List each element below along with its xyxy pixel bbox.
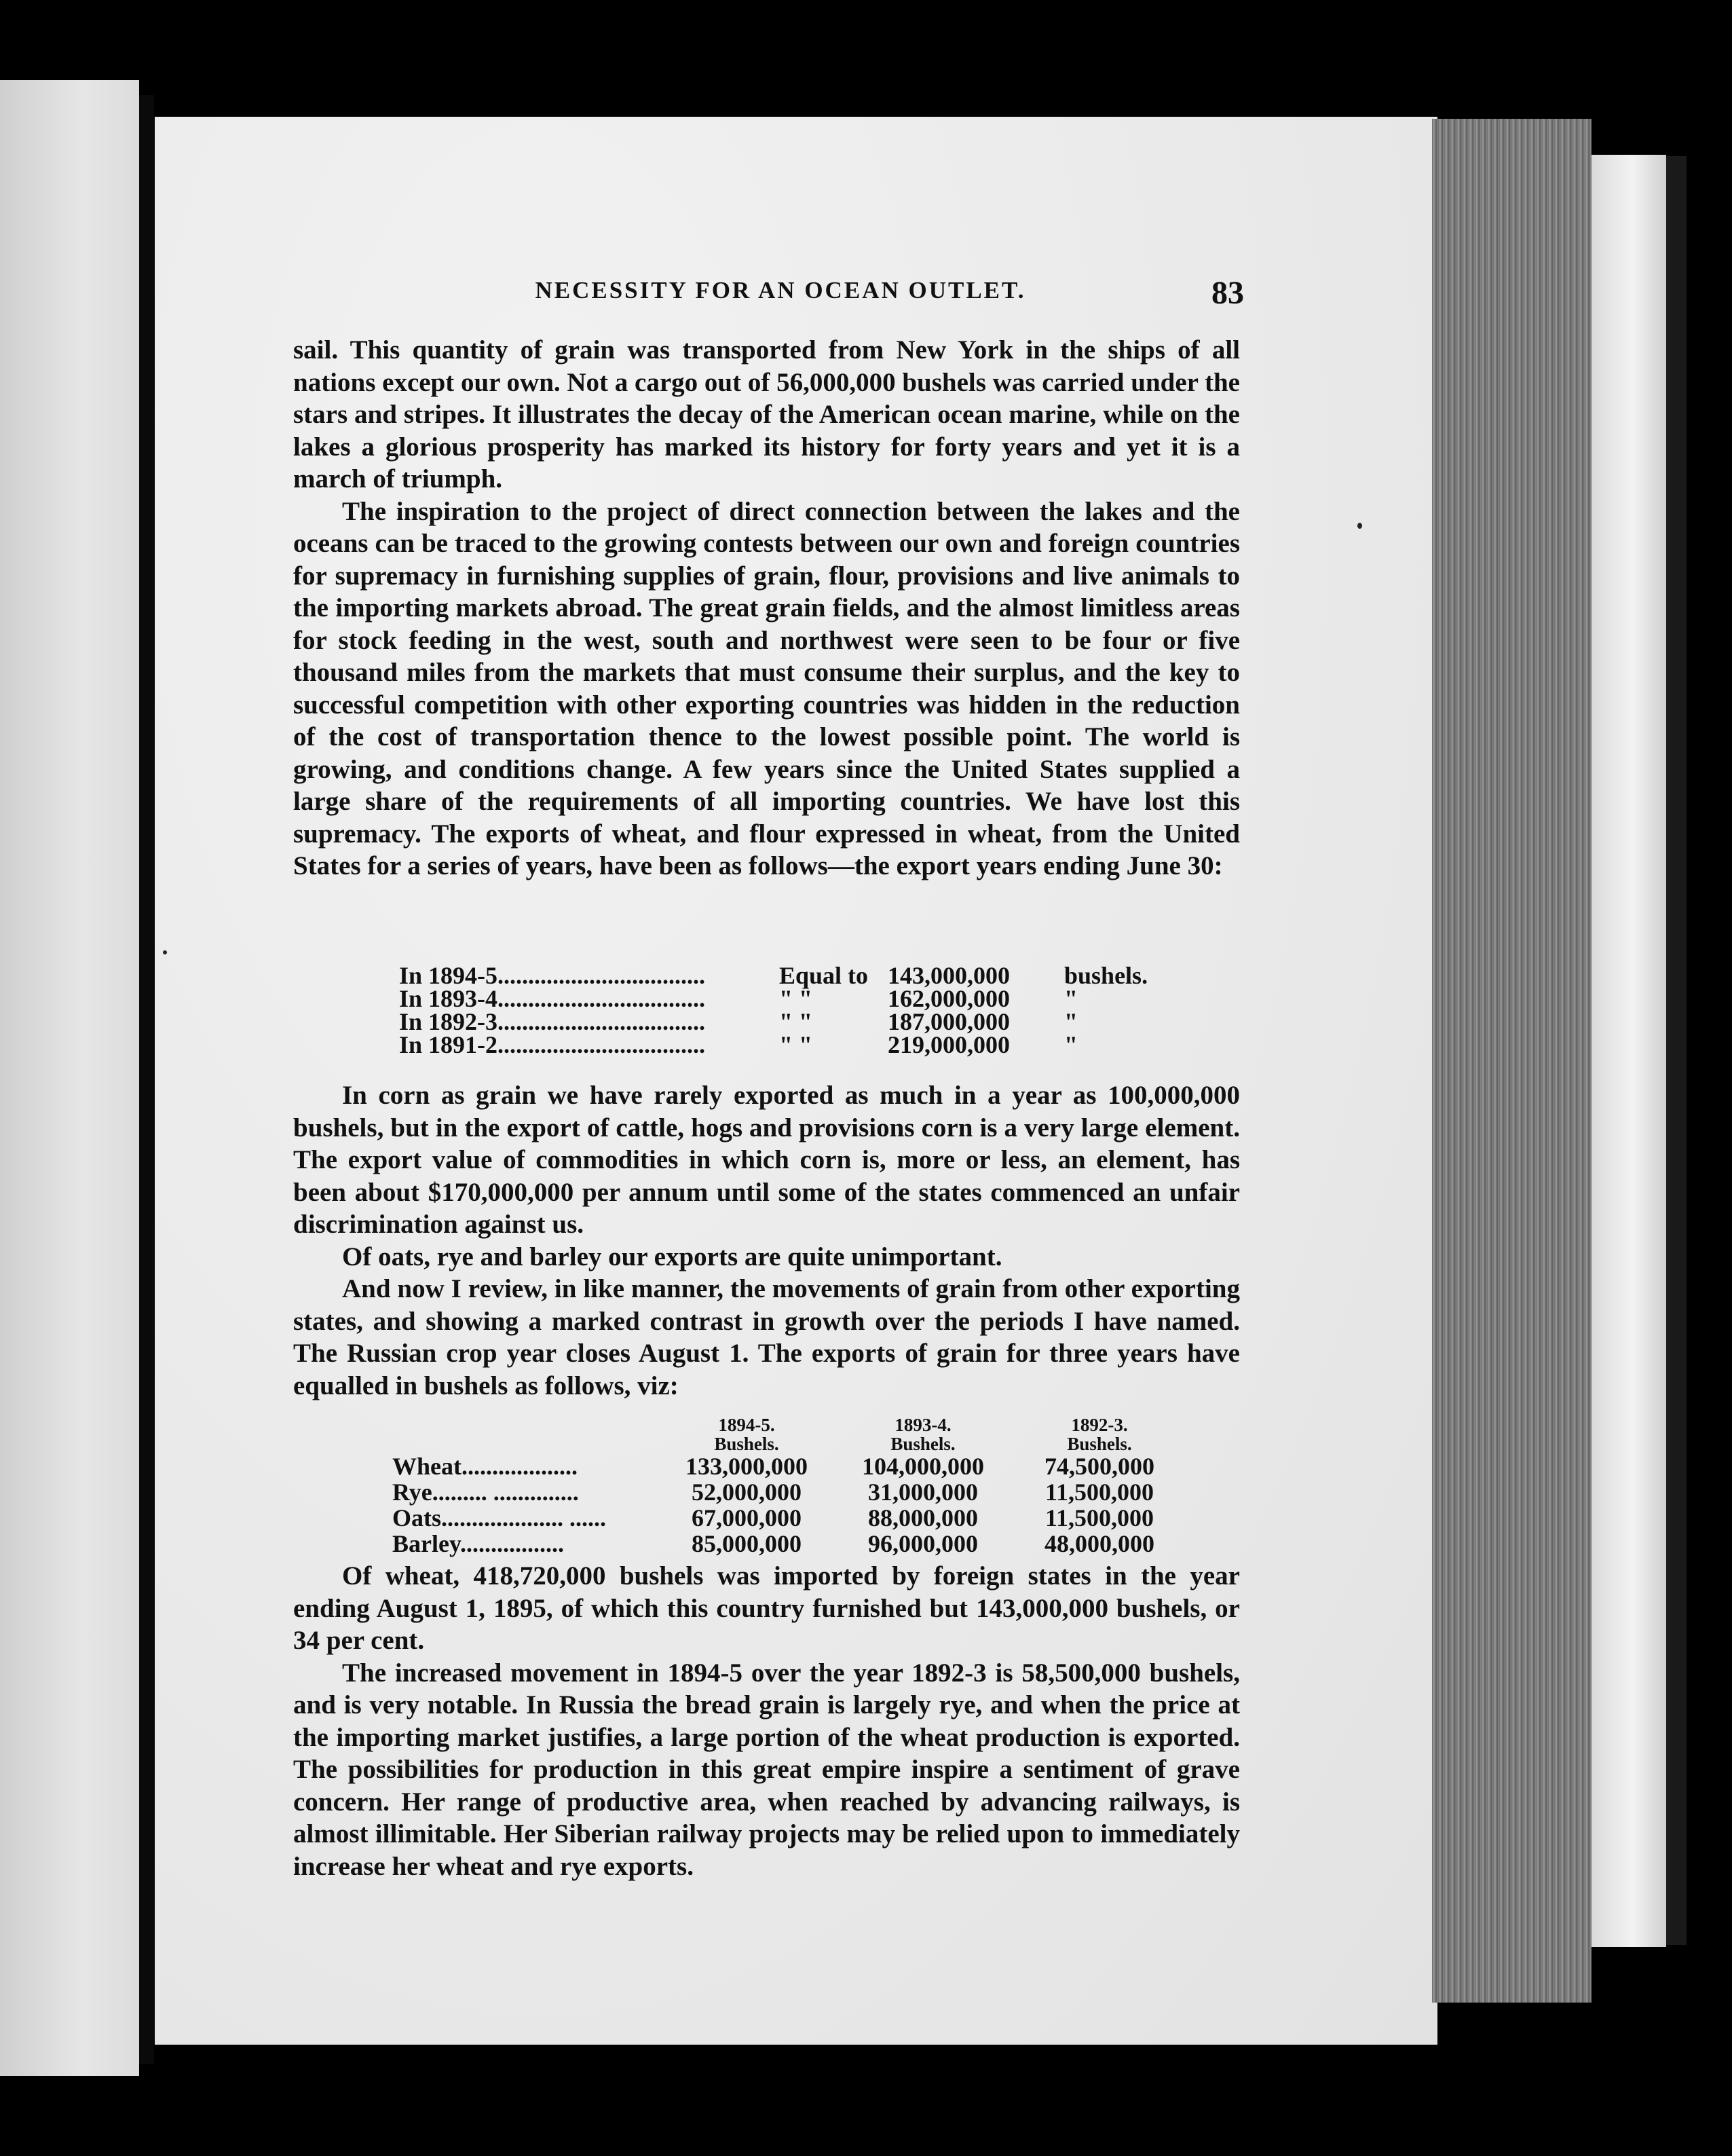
us-exports-table — [399, 964, 1148, 1056]
paragraph-6: Of wheat, 418,720,000 bushels was imported by foreign states in the year ending August 1, 1895, of which this country furnished but 143,000,000 bushels, or 34 per cent. — [293, 1561, 1240, 1655]
russia-exports-table — [392, 1415, 1188, 1557]
table-cell: 31,000,000 — [868, 1479, 978, 1506]
table-row — [392, 1505, 1188, 1531]
export-year: In 1892-3.................................. — [399, 1010, 706, 1033]
table-row — [392, 1453, 1188, 1479]
table-row — [399, 1010, 1148, 1033]
export-year: In 1894-5.................................. — [399, 964, 706, 987]
export-unit: " — [1064, 1008, 1078, 1035]
export-year: In 1893-4.................................. — [399, 987, 706, 1010]
paragraph-7: The increased movement in 1894-5 over the year 1892-3 is 58,500,000 bushels, and is very notable. In Russia the bread grain is largely rye, and when the price at the importing market justifies, a large portion of the wheat production is exported. The possibilities for production in this great empire inspire a sentiment of grave concern. Her range of productive area, when reached by advancing railways, is almost illimitable. Her Siberian railway projects may be relied upon to immediately increase her wheat and rye exports. — [293, 1658, 1240, 1881]
speck-mark — [1357, 523, 1362, 529]
table-row — [399, 964, 1148, 987]
paragraph-1: sail. This quantity of grain was transported from New York in the ships of all nations except our own. Not a cargo out of 56,000,000 bushels was carried under the stars and stripes. It illustrates the decay of the American ocean marine, while on the lakes a glorious prosperity has marked its history for forty years and yet it is a march of triumph. — [293, 335, 1240, 494]
paragraph-5: And now I review, in like manner, the movements of grain from other exporting states, and showing a marked contrast in growth over the periods I have named. The Russian crop year closes August 1. The exports of grain for three years have equalled in bushels as follows, viz: — [293, 1274, 1240, 1400]
table-cell: 104,000,000 — [862, 1453, 984, 1480]
export-amount: 143,000,000 — [888, 962, 1010, 989]
page-stack-edge — [1432, 119, 1592, 2003]
table-cell: 67,000,000 — [692, 1504, 802, 1531]
column-header: 1893-4. Bushels. — [890, 1415, 956, 1454]
table-row — [392, 1479, 1188, 1505]
text-block-middle — [293, 1079, 1240, 1402]
export-amount: 219,000,000 — [888, 1031, 1010, 1058]
table-cell: 11,500,000 — [1044, 1504, 1154, 1531]
right-shadow — [1666, 156, 1687, 1945]
grain-label: Barley................. — [392, 1530, 564, 1557]
grain-label: Rye......... .............. — [392, 1479, 579, 1506]
export-equal: " " — [779, 985, 812, 1012]
table-cell: 48,000,000 — [1044, 1530, 1154, 1557]
table-cell: 96,000,000 — [868, 1530, 978, 1557]
speck-mark — [163, 950, 167, 954]
table-cell: 133,000,000 — [685, 1453, 808, 1480]
paragraph-2: The inspiration to the project of direct connection between the lakes and the oceans can be traced to the growing contests between our own and foreign countries for supremacy in furnishing supplies of grain, flour, provisions and live animals to the importing markets abroad. The great grain fields, and the almost limitless areas for stock feeding in the west, south and northwest were seen to be four or five thousand miles from the markets that must consume their surplus, and the key to successful competition with other exporting countries was hidden in the reduction of the cost of transportation thence to the lowest possible point. The world is growing, and conditions change. A few years since the United States supplied a large share of the requirements of all importing countries. We have lost this supremacy. The exports of wheat, and flour expressed in wheat, from the United States for a series of years, have been as follows—the export years ending June 30: — [293, 496, 1240, 880]
table-cell: 88,000,000 — [868, 1504, 978, 1531]
table-row — [392, 1531, 1188, 1557]
export-equal: " " — [779, 1008, 812, 1035]
running-header: NECESSITY FOR AN OCEAN OUTLET. — [535, 277, 1026, 303]
table-header — [392, 1415, 1188, 1453]
export-unit: " — [1064, 1031, 1078, 1058]
paragraph-4: Of oats, rye and barley our exports are quite unimportant. — [342, 1242, 1002, 1271]
export-unit: bushels. — [1064, 962, 1148, 989]
table-row — [399, 987, 1148, 1010]
grain-label: Oats.................... ...... — [392, 1504, 606, 1531]
paragraph-3: In corn as grain we have rarely exported as much in a year as 100,000,000 bushels, but in the export of cattle, hogs and provisions corn is a very large element. The export value of commodities in which corn is, more or less, an element, has been about $170,000,000 per annum until some of the states commenced an unfair discrimination against us. — [293, 1081, 1240, 1239]
export-unit: " — [1064, 985, 1078, 1012]
grain-label: Wheat................... — [392, 1453, 578, 1480]
table-cell: 74,500,000 — [1044, 1453, 1154, 1480]
export-equal: " " — [779, 1031, 812, 1058]
left-page-edge — [0, 80, 139, 2076]
right-page-edge — [1592, 155, 1666, 1947]
export-equal: Equal to — [779, 962, 869, 989]
book-gutter — [139, 95, 154, 2064]
table-cell: 11,500,000 — [1044, 1479, 1154, 1506]
page-number: 83 — [1211, 275, 1244, 311]
text-block-upper — [293, 334, 1240, 882]
export-year: In 1891-2.................................. — [399, 1033, 706, 1056]
export-amount: 162,000,000 — [888, 985, 1010, 1012]
table-row — [399, 1033, 1148, 1056]
column-header: 1892-3. Bushels. — [1067, 1415, 1132, 1454]
table-cell: 85,000,000 — [692, 1530, 802, 1557]
table-cell: 52,000,000 — [692, 1479, 802, 1506]
column-header: 1894-5. Bushels. — [714, 1415, 779, 1454]
export-amount: 187,000,000 — [888, 1008, 1010, 1035]
text-block-lower — [293, 1560, 1240, 1882]
